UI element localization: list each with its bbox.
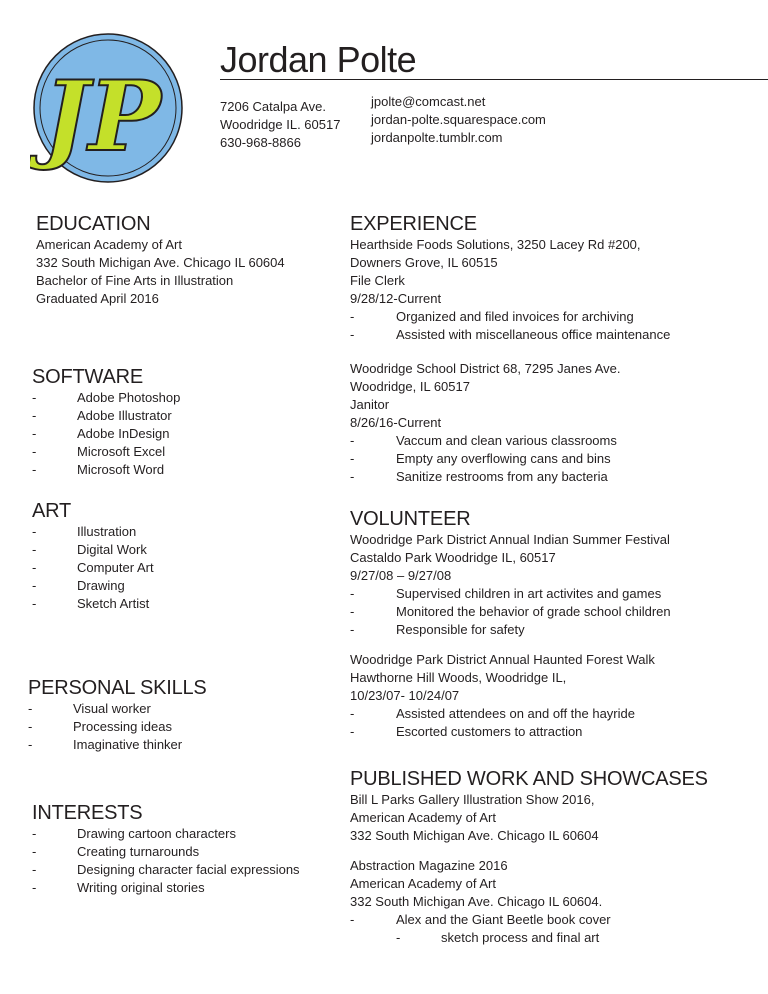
list-item: - Drawing cartoon characters — [32, 826, 236, 841]
event-dates: 10/23/07- 10/24/07 — [350, 688, 460, 703]
showcase-host: American Academy of Art — [350, 876, 496, 891]
showcase-name: Abstraction Magazine 2016 — [350, 858, 508, 873]
list-item: - Adobe InDesign — [32, 426, 170, 441]
employer: Hearthside Foods Solutions, 3250 Lacey Rd #200, — [350, 237, 641, 252]
section-heading: PERSONAL SKILLS — [28, 677, 207, 699]
list-item: - Sketch Artist — [32, 596, 150, 611]
event-dates: 9/27/08 – 9/27/08 — [350, 568, 452, 583]
section-heading: VOLUNTEER — [350, 508, 471, 530]
list-item: - Imaginative thinker — [28, 737, 183, 752]
list-item: - Illustration — [32, 524, 137, 539]
list-item: - Assisted with miscellaneous office maintenance — [350, 327, 671, 342]
event-location: Castaldo Park Woodridge IL, 60517 — [350, 550, 556, 565]
portfolio-link[interactable]: jordan-polte.squarespace.com — [371, 112, 546, 127]
showcase-address: 332 South Michigan Ave. Chicago IL 60604. — [350, 894, 603, 909]
list-item: - Microsoft Word — [32, 462, 165, 477]
section-heading: SOFTWARE — [32, 366, 143, 388]
employer: Woodridge School District 68, 7295 Janes Ave. — [350, 361, 621, 376]
employer-city: Downers Grove, IL 60515 — [350, 255, 498, 270]
job-dates: 8/26/16-Current — [350, 415, 442, 430]
job-title: Janitor — [350, 397, 390, 412]
event-name: Woodridge Park District Annual Haunted Forest Walk — [350, 652, 655, 667]
list-item: - Alex and the Giant Beetle book cover — [350, 912, 611, 927]
list-item: - Monitored the behavior of grade school children — [350, 604, 671, 619]
job-dates: 9/28/12-Current — [350, 291, 442, 306]
showcase-host: American Academy of Art — [350, 810, 496, 825]
employer-city: Woodridge, IL 60517 — [350, 379, 470, 394]
school-address: 332 South Michigan Ave. Chicago IL 60604 — [36, 255, 285, 270]
section-heading: EXPERIENCE — [350, 213, 477, 235]
list-item: - Supervised children in art activites and games — [350, 586, 662, 601]
list-item: - Microsoft Excel — [32, 444, 166, 459]
section-heading: PUBLISHED WORK AND SHOWCASES — [350, 768, 708, 790]
list-item: - Adobe Illustrator — [32, 408, 172, 423]
experience-section — [350, 212, 671, 486]
job-title: File Clerk — [350, 273, 405, 288]
degree: Bachelor of Fine Arts in Illustration — [36, 273, 234, 288]
published-section — [350, 767, 708, 947]
sub-list-item: - sketch process and final art — [396, 930, 600, 945]
list-item: - Processing ideas — [28, 719, 172, 734]
education-section — [36, 212, 285, 308]
graduation-date: Graduated April 2016 — [36, 291, 159, 306]
resume-name: Jordan Polte — [220, 39, 417, 80]
list-item: - Computer Art — [32, 560, 154, 575]
logo-letters: JP — [43, 60, 161, 173]
section-heading: EDUCATION — [36, 213, 151, 235]
list-item: - Writing original stories — [32, 880, 205, 895]
list-item: - Assisted attendees on and off the hayride — [350, 706, 635, 721]
event-name: Woodridge Park District Annual Indian Summer Festival — [350, 532, 670, 547]
list-item: - Responsible for safety — [350, 622, 525, 637]
header-rule — [220, 79, 768, 80]
list-item: - Creating turnarounds — [32, 844, 200, 859]
event-location: Hawthorne Hill Woods, Woodridge IL, — [350, 670, 567, 685]
address-street: 7206 Catalpa Ave. — [220, 99, 327, 114]
list-item: - Empty any overflowing cans and bins — [350, 451, 611, 466]
school-name: American Academy of Art — [36, 237, 182, 252]
interests-section — [32, 801, 300, 897]
phone-number: 630-968-8866 — [220, 135, 301, 150]
section-heading: INTERESTS — [32, 802, 143, 824]
list-item: - Visual worker — [28, 701, 151, 716]
list-item: - Drawing — [32, 578, 125, 593]
contact-web — [371, 93, 546, 147]
showcase-address: 332 South Michigan Ave. Chicago IL 60604 — [350, 828, 599, 843]
volunteer-section — [350, 507, 670, 741]
list-item: - Organized and filed invoices for archiving — [350, 309, 634, 324]
email-link[interactable]: jpolte@comcast.net — [371, 94, 486, 109]
list-item: - Vaccum and clean various classrooms — [350, 433, 617, 448]
list-item: - Escorted customers to attraction — [350, 724, 583, 739]
software-section — [32, 365, 181, 479]
list-item: - Digital Work — [32, 542, 147, 557]
logo-jp — [30, 30, 186, 186]
address-city: Woodridge IL. 60517 — [220, 117, 341, 132]
list-item: - Sanitize restrooms from any bacteria — [350, 469, 608, 484]
section-heading: ART — [32, 500, 72, 522]
list-item: - Adobe Photoshop — [32, 390, 181, 405]
contact-address — [220, 98, 340, 152]
showcase-name: Bill L Parks Gallery Illustration Show 2016, — [350, 792, 595, 807]
personal-skills-section — [28, 676, 207, 754]
blog-link[interactable]: jordanpolte.tumblr.com — [371, 130, 503, 145]
art-section — [32, 499, 154, 613]
list-item: - Designing character facial expressions — [32, 862, 300, 877]
